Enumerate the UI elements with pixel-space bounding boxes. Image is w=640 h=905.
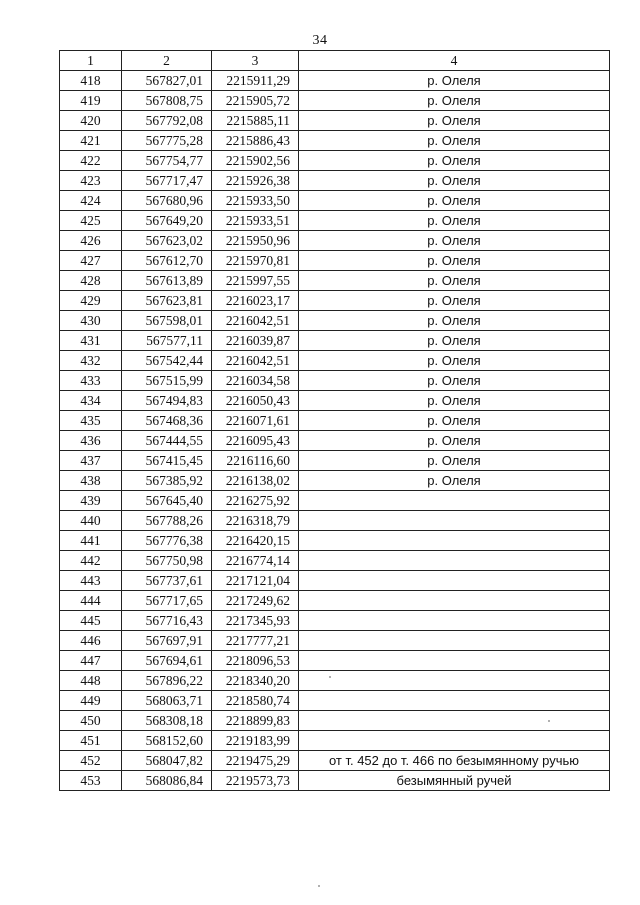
description-cell: р. Олеля (299, 191, 610, 211)
table-row (60, 431, 610, 451)
scan-speck (329, 676, 331, 678)
x-coordinate-cell: 567444,55 (122, 431, 212, 451)
point-number-cell: 424 (60, 191, 122, 211)
description-cell: р. Олеля (299, 91, 610, 111)
column-header-4: 4 (299, 51, 610, 71)
description-cell (299, 511, 610, 531)
point-number-cell: 422 (60, 151, 122, 171)
point-number-cell: 451 (60, 731, 122, 751)
point-number-cell: 432 (60, 351, 122, 371)
y-coordinate-cell: 2216138,02 (212, 471, 299, 491)
point-number-cell: 448 (60, 671, 122, 691)
description-cell (299, 651, 610, 671)
x-coordinate-cell: 567623,02 (122, 231, 212, 251)
y-coordinate-cell: 2218580,74 (212, 691, 299, 711)
table-row (60, 651, 610, 671)
table-row (60, 571, 610, 591)
x-coordinate-cell: 567808,75 (122, 91, 212, 111)
x-coordinate-cell: 567750,98 (122, 551, 212, 571)
table-row (60, 231, 610, 251)
column-header-2: 2 (122, 51, 212, 71)
y-coordinate-cell: 2216420,15 (212, 531, 299, 551)
x-coordinate-cell: 567788,26 (122, 511, 212, 531)
x-coordinate-cell: 567649,20 (122, 211, 212, 231)
table-row (60, 591, 610, 611)
y-coordinate-cell: 2216774,14 (212, 551, 299, 571)
x-coordinate-cell: 567680,96 (122, 191, 212, 211)
point-number-cell: 426 (60, 231, 122, 251)
description-cell: р. Олеля (299, 171, 610, 191)
y-coordinate-cell: 2218899,83 (212, 711, 299, 731)
point-number-cell: 446 (60, 631, 122, 651)
x-coordinate-cell: 567694,61 (122, 651, 212, 671)
y-coordinate-cell: 2217345,93 (212, 611, 299, 631)
description-cell: р. Олеля (299, 311, 610, 331)
x-coordinate-cell: 567775,28 (122, 131, 212, 151)
table-row (60, 131, 610, 151)
description-cell (299, 611, 610, 631)
description-cell: р. Олеля (299, 451, 610, 471)
x-coordinate-cell: 567468,36 (122, 411, 212, 431)
x-coordinate-cell: 567827,01 (122, 71, 212, 91)
table-row (60, 391, 610, 411)
y-coordinate-cell: 2215950,96 (212, 231, 299, 251)
point-number-cell: 421 (60, 131, 122, 151)
y-coordinate-cell: 2216042,51 (212, 311, 299, 331)
point-number-cell: 431 (60, 331, 122, 351)
table-row (60, 631, 610, 651)
y-coordinate-cell: 2215926,38 (212, 171, 299, 191)
x-coordinate-cell: 567754,77 (122, 151, 212, 171)
x-coordinate-cell: 568308,18 (122, 711, 212, 731)
point-number-cell: 434 (60, 391, 122, 411)
y-coordinate-cell: 2215905,72 (212, 91, 299, 111)
y-coordinate-cell: 2216050,43 (212, 391, 299, 411)
table-row (60, 291, 610, 311)
table-row (60, 471, 610, 491)
point-number-cell: 428 (60, 271, 122, 291)
description-cell (299, 551, 610, 571)
point-number-cell: 438 (60, 471, 122, 491)
description-cell: р. Олеля (299, 411, 610, 431)
table-row (60, 491, 610, 511)
description-cell: р. Олеля (299, 471, 610, 491)
description-cell: р. Олеля (299, 271, 610, 291)
table-row (60, 351, 610, 371)
table-row (60, 371, 610, 391)
description-cell: от т. 452 до т. 466 по безымянному ручью (299, 751, 610, 771)
x-coordinate-cell: 568086,84 (122, 771, 212, 791)
point-number-cell: 427 (60, 251, 122, 271)
table-row (60, 91, 610, 111)
description-cell (299, 591, 610, 611)
x-coordinate-cell: 567577,11 (122, 331, 212, 351)
table-row (60, 451, 610, 471)
y-coordinate-cell: 2216039,87 (212, 331, 299, 351)
description-cell: р. Олеля (299, 331, 610, 351)
description-cell (299, 671, 610, 691)
y-coordinate-cell: 2219573,73 (212, 771, 299, 791)
x-coordinate-cell: 567717,47 (122, 171, 212, 191)
point-number-cell: 436 (60, 431, 122, 451)
y-coordinate-cell: 2217249,62 (212, 591, 299, 611)
description-cell: р. Олеля (299, 231, 610, 251)
point-number-cell: 444 (60, 591, 122, 611)
description-cell (299, 711, 610, 731)
table-row (60, 191, 610, 211)
x-coordinate-cell: 567896,22 (122, 671, 212, 691)
table-row (60, 411, 610, 431)
point-number-cell: 437 (60, 451, 122, 471)
description-cell: р. Олеля (299, 111, 610, 131)
x-coordinate-cell: 567613,89 (122, 271, 212, 291)
y-coordinate-cell: 2215933,51 (212, 211, 299, 231)
x-coordinate-cell: 567776,38 (122, 531, 212, 551)
description-cell: р. Олеля (299, 291, 610, 311)
table-row (60, 251, 610, 271)
point-number-cell: 450 (60, 711, 122, 731)
description-cell: р. Олеля (299, 391, 610, 411)
table-row (60, 551, 610, 571)
y-coordinate-cell: 2215997,55 (212, 271, 299, 291)
description-cell (299, 731, 610, 751)
x-coordinate-cell: 567542,44 (122, 351, 212, 371)
table-header-row (60, 51, 610, 71)
table-row (60, 111, 610, 131)
y-coordinate-cell: 2219183,99 (212, 731, 299, 751)
description-cell (299, 691, 610, 711)
x-coordinate-cell: 567415,45 (122, 451, 212, 471)
x-coordinate-cell: 567612,70 (122, 251, 212, 271)
point-number-cell: 433 (60, 371, 122, 391)
y-coordinate-cell: 2215911,29 (212, 71, 299, 91)
point-number-cell: 420 (60, 111, 122, 131)
table-row (60, 271, 610, 291)
description-cell (299, 491, 610, 511)
table-row (60, 611, 610, 631)
description-cell: р. Олеля (299, 151, 610, 171)
table-row (60, 671, 610, 691)
table-row (60, 171, 610, 191)
scan-speck (318, 885, 320, 887)
table-row (60, 311, 610, 331)
y-coordinate-cell: 2216318,79 (212, 511, 299, 531)
x-coordinate-cell: 567716,43 (122, 611, 212, 631)
y-coordinate-cell: 2216275,92 (212, 491, 299, 511)
table-row (60, 151, 610, 171)
description-cell (299, 631, 610, 651)
description-cell: р. Олеля (299, 431, 610, 451)
point-number-cell: 441 (60, 531, 122, 551)
y-coordinate-cell: 2218096,53 (212, 651, 299, 671)
y-coordinate-cell: 2215886,43 (212, 131, 299, 151)
point-number-cell: 447 (60, 651, 122, 671)
point-number-cell: 430 (60, 311, 122, 331)
table-row (60, 691, 610, 711)
point-number-cell: 445 (60, 611, 122, 631)
table-row (60, 711, 610, 731)
description-cell: р. Олеля (299, 351, 610, 371)
x-coordinate-cell: 567792,08 (122, 111, 212, 131)
description-cell (299, 571, 610, 591)
y-coordinate-cell: 2215933,50 (212, 191, 299, 211)
y-coordinate-cell: 2216034,58 (212, 371, 299, 391)
table-body (60, 71, 610, 791)
page-number: 34 (312, 33, 328, 48)
description-cell: р. Олеля (299, 251, 610, 271)
table-row (60, 531, 610, 551)
y-coordinate-cell: 2215902,56 (212, 151, 299, 171)
point-number-cell: 419 (60, 91, 122, 111)
y-coordinate-cell: 2216023,17 (212, 291, 299, 311)
description-cell: р. Олеля (299, 71, 610, 91)
description-cell: р. Олеля (299, 211, 610, 231)
x-coordinate-cell: 567717,65 (122, 591, 212, 611)
point-number-cell: 449 (60, 691, 122, 711)
description-cell: р. Олеля (299, 131, 610, 151)
description-cell: р. Олеля (299, 371, 610, 391)
y-coordinate-cell: 2215885,11 (212, 111, 299, 131)
y-coordinate-cell: 2216095,43 (212, 431, 299, 451)
x-coordinate-cell: 568063,71 (122, 691, 212, 711)
column-header-1: 1 (60, 51, 122, 71)
table-row (60, 211, 610, 231)
table-row (60, 331, 610, 351)
y-coordinate-cell: 2217121,04 (212, 571, 299, 591)
y-coordinate-cell: 2218340,20 (212, 671, 299, 691)
point-number-cell: 435 (60, 411, 122, 431)
point-number-cell: 442 (60, 551, 122, 571)
y-coordinate-cell: 2216116,60 (212, 451, 299, 471)
x-coordinate-cell: 567494,83 (122, 391, 212, 411)
x-coordinate-cell: 567645,40 (122, 491, 212, 511)
point-number-cell: 443 (60, 571, 122, 591)
y-coordinate-cell: 2215970,81 (212, 251, 299, 271)
point-number-cell: 439 (60, 491, 122, 511)
y-coordinate-cell: 2217777,21 (212, 631, 299, 651)
point-number-cell: 418 (60, 71, 122, 91)
x-coordinate-cell: 568047,82 (122, 751, 212, 771)
table-row (60, 71, 610, 91)
x-coordinate-cell: 567737,61 (122, 571, 212, 591)
coordinates-table (59, 50, 610, 791)
x-coordinate-cell: 567697,91 (122, 631, 212, 651)
x-coordinate-cell: 567623,81 (122, 291, 212, 311)
x-coordinate-cell: 567385,92 (122, 471, 212, 491)
point-number-cell: 423 (60, 171, 122, 191)
scan-speck (548, 720, 550, 722)
x-coordinate-cell: 567598,01 (122, 311, 212, 331)
x-coordinate-cell: 567515,99 (122, 371, 212, 391)
table-row (60, 751, 610, 771)
point-number-cell: 452 (60, 751, 122, 771)
point-number-cell: 425 (60, 211, 122, 231)
point-number-cell: 453 (60, 771, 122, 791)
description-cell (299, 531, 610, 551)
x-coordinate-cell: 568152,60 (122, 731, 212, 751)
description-cell: безымянный ручей (299, 771, 610, 791)
point-number-cell: 429 (60, 291, 122, 311)
y-coordinate-cell: 2216042,51 (212, 351, 299, 371)
table-row (60, 511, 610, 531)
column-header-3: 3 (212, 51, 299, 71)
table-row (60, 771, 610, 791)
y-coordinate-cell: 2216071,61 (212, 411, 299, 431)
y-coordinate-cell: 2219475,29 (212, 751, 299, 771)
table-row (60, 731, 610, 751)
point-number-cell: 440 (60, 511, 122, 531)
